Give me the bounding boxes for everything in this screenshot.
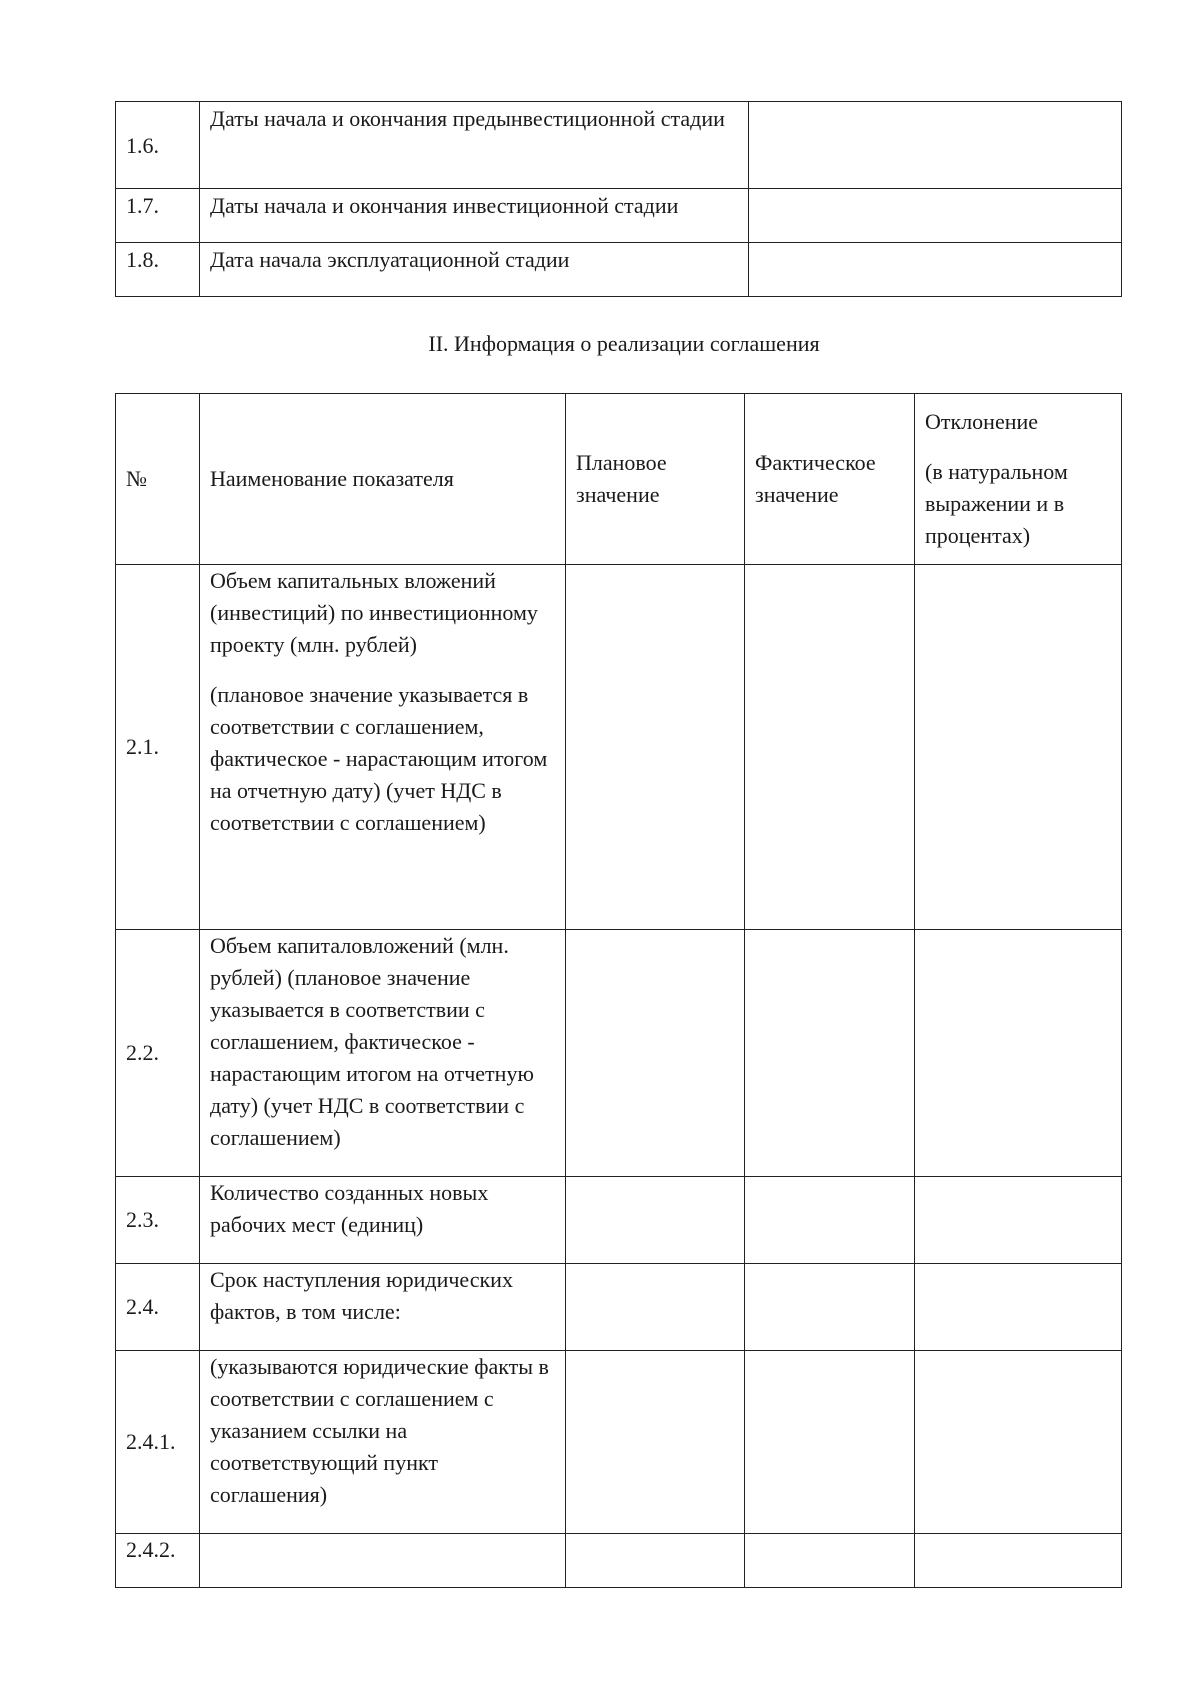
plan-value-cell[interactable]	[566, 1534, 745, 1588]
table-row	[116, 1534, 1122, 1588]
table-row	[116, 1351, 1122, 1534]
deviation-cell[interactable]	[915, 1351, 1122, 1534]
value-cell[interactable]	[749, 189, 1122, 243]
row-number: 2.4.1.	[116, 1351, 200, 1534]
table-header-row	[116, 394, 1122, 565]
plan-value-cell[interactable]	[566, 565, 745, 930]
row-number: 1.8.	[116, 243, 200, 297]
header-indicator-name: Наименование показателя	[200, 394, 566, 565]
row-number: 2.3.	[116, 1177, 200, 1264]
deviation-cell[interactable]	[915, 1177, 1122, 1264]
row-label	[200, 1534, 566, 1588]
header-deviation	[915, 394, 1122, 565]
row-label-main: Объем капитальных вложений (инвестиций) по инвестиционному проекту (млн. рублей)	[210, 568, 538, 657]
row-label: Даты начала и окончания инвестиционной стадии	[200, 189, 749, 243]
row-label	[200, 565, 566, 930]
row-label: (указываются юридические факты в соответствии с соглашением с указанием ссылки на соответствующий пункт соглашения)	[200, 1351, 566, 1534]
value-cell[interactable]	[749, 243, 1122, 297]
row-number: 1.6.	[116, 102, 200, 189]
deviation-cell[interactable]	[915, 1534, 1122, 1588]
deviation-label: Отклонение	[925, 409, 1039, 434]
row-number: 1.7.	[116, 189, 200, 243]
table-row	[116, 1264, 1122, 1351]
fact-value-cell[interactable]	[745, 1351, 915, 1534]
plan-value-cell[interactable]	[566, 1264, 745, 1351]
project-stages-table	[115, 101, 1122, 297]
fact-value-cell[interactable]	[745, 1177, 915, 1264]
deviation-cell[interactable]	[915, 930, 1122, 1177]
header-fact-value: Фактическое значение	[745, 394, 915, 565]
deviation-note: (в натуральном выражении и в процентах)	[925, 459, 1068, 548]
header-number: №	[116, 394, 200, 565]
row-label: Дата начала эксплуатационной стадии	[200, 243, 749, 297]
value-cell[interactable]	[749, 102, 1122, 189]
fact-value-cell[interactable]	[745, 930, 915, 1177]
plan-value-cell[interactable]	[566, 1177, 745, 1264]
table-row	[116, 1177, 1122, 1264]
row-number: 2.1.	[116, 565, 200, 930]
row-label-note: (плановое значение указывается в соответствии с соглашением, фактическое - нарастающим итогом на отчетную дату) (учет НДС в соответствии с соглашением)	[210, 682, 548, 835]
table-row	[116, 189, 1122, 243]
row-label: Срок наступления юридических фактов, в том числе:	[200, 1264, 566, 1351]
fact-value-cell[interactable]	[745, 1534, 915, 1588]
table-row	[116, 102, 1122, 189]
agreement-indicators-table	[115, 393, 1122, 1588]
row-label: Количество созданных новых рабочих мест (единиц)	[200, 1177, 566, 1264]
fact-value-cell[interactable]	[745, 1264, 915, 1351]
table-row	[116, 243, 1122, 297]
plan-value-cell[interactable]	[566, 1351, 745, 1534]
row-label: Даты начала и окончания предынвестиционной стадии	[200, 102, 749, 189]
table-row	[116, 565, 1122, 930]
row-number: 2.4.	[116, 1264, 200, 1351]
deviation-cell[interactable]	[915, 565, 1122, 930]
header-plan-value: Плановое значение	[566, 394, 745, 565]
row-number: 2.4.2.	[116, 1534, 200, 1588]
row-label: Объем капиталовложений (млн. рублей) (плановое значение указывается в соответствии с соглашением, фактическое - нарастающим итогом на отчетную дату) (учет НДС в соответствии с соглашением)	[200, 930, 566, 1177]
row-number: 2.2.	[116, 930, 200, 1177]
plan-value-cell[interactable]	[566, 930, 745, 1177]
table-row	[116, 930, 1122, 1177]
section-title: II. Информация о реализации соглашения	[428, 331, 820, 356]
fact-value-cell[interactable]	[745, 565, 915, 930]
deviation-cell[interactable]	[915, 1264, 1122, 1351]
